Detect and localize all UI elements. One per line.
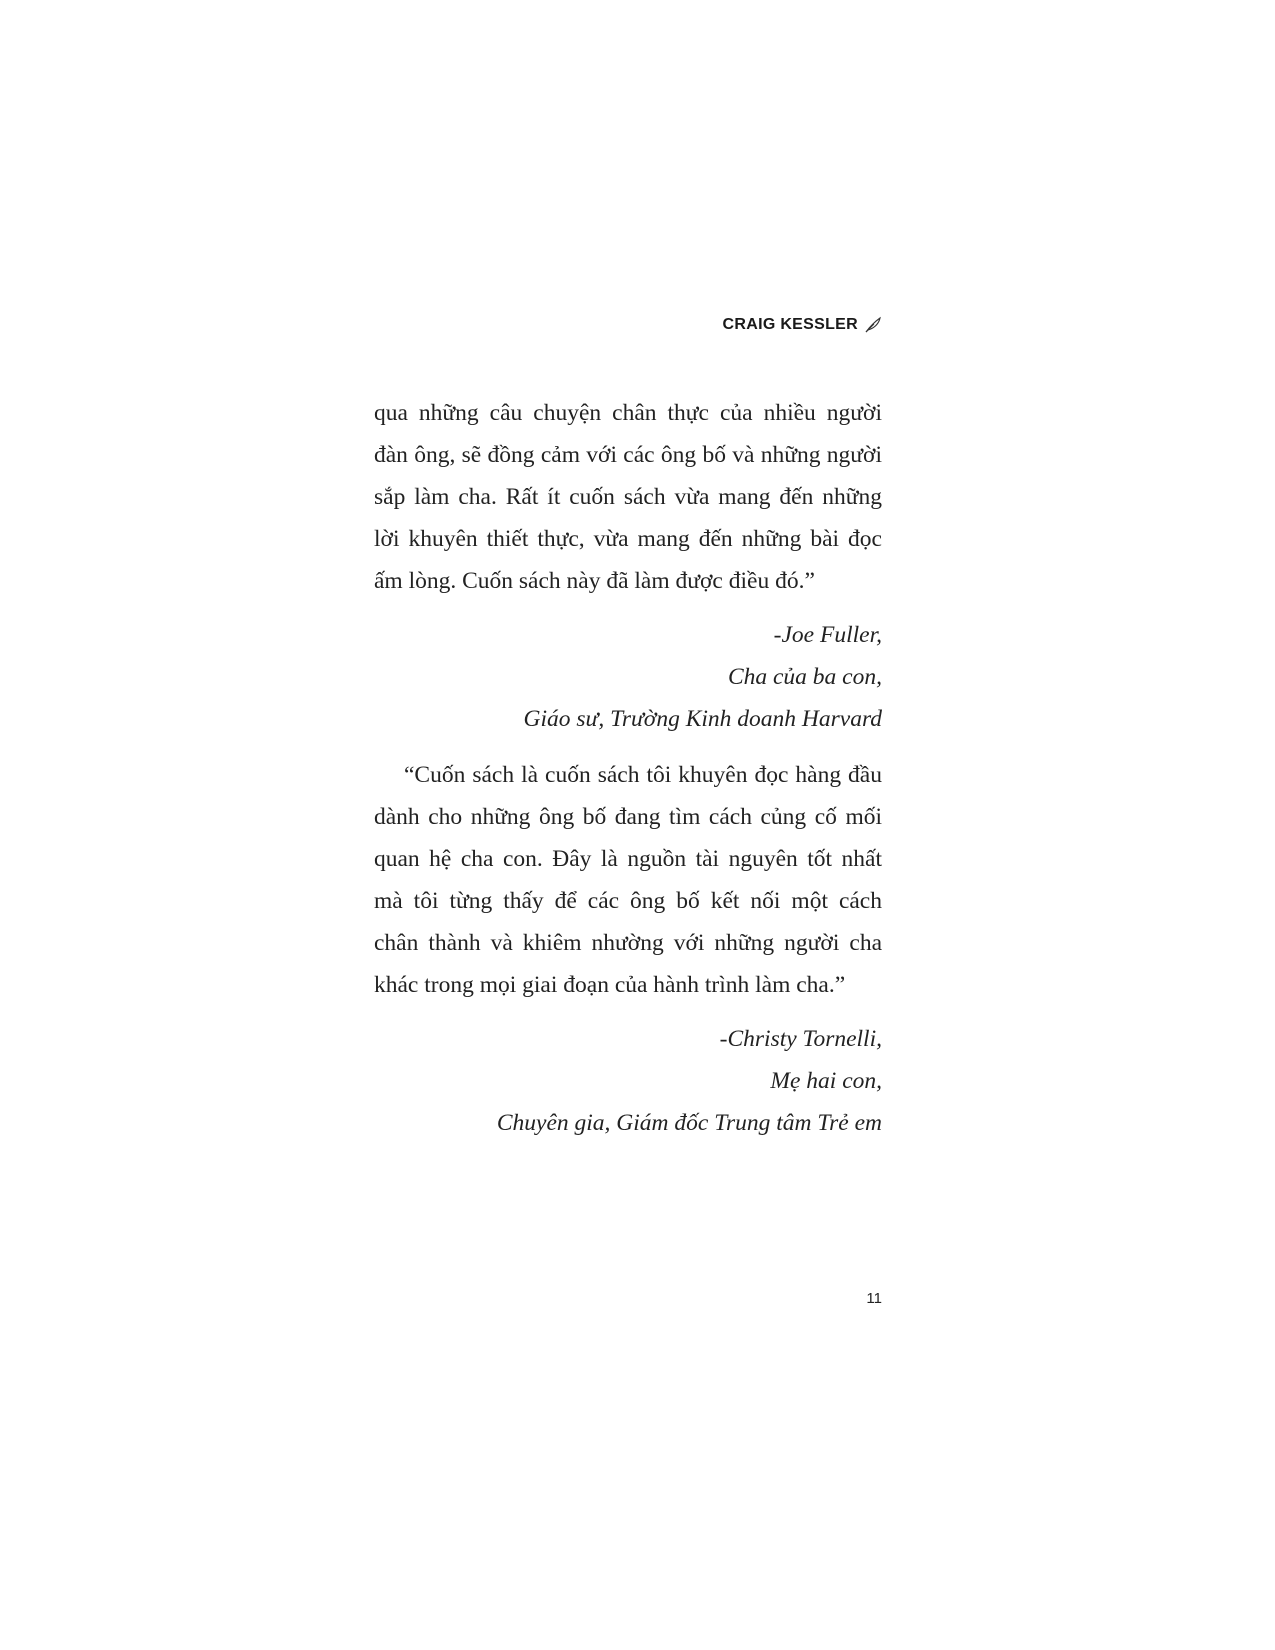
text-line: sắp làm cha. Rất ít cuốn sách vừa mang đến những: [374, 484, 882, 510]
attribution-name: -Joe Fuller,: [773, 622, 882, 648]
text-line: quan hệ cha con. Đây là nguồn tài nguyên tốt nhất: [374, 846, 882, 872]
text-line: “Cuốn sách là cuốn sách tôi khuyên đọc hàng đầu: [404, 762, 882, 788]
attribution-role: Mẹ hai con,: [770, 1068, 882, 1094]
attribution-title: Giáo sư, Trường Kinh doanh Harvard: [523, 706, 882, 732]
text-line: qua những câu chuyện chân thực của nhiều người: [374, 400, 882, 426]
text-line: ấm lòng. Cuốn sách này đã làm được điều đó.”: [374, 568, 815, 594]
text-line: khác trong mọi giai đoạn của hành trình làm cha.”: [374, 972, 846, 998]
page-body: [374, 392, 882, 1158]
attribution-title: Chuyên gia, Giám đốc Trung tâm Trẻ em: [496, 1110, 882, 1136]
running-head: [723, 316, 882, 334]
author-name: CRAIG KESSLER: [722, 316, 858, 333]
text-line: lời khuyên thiết thực, vừa mang đến những bài đọc: [374, 526, 882, 552]
attribution-1: [374, 614, 882, 740]
quote-paragraph-1: [374, 392, 882, 602]
text-line: mà tôi từng thấy để các ông bố kết nối một cách: [374, 888, 882, 914]
text-line: đàn ông, sẽ đồng cảm với các ông bố và những người: [374, 442, 882, 468]
attribution-name: -Christy Tornelli,: [719, 1026, 882, 1052]
attribution-2: [374, 1018, 882, 1144]
page-number: 11: [866, 1290, 882, 1307]
feather-pen-icon: [864, 316, 882, 334]
quote-paragraph-2: [374, 754, 882, 1006]
attribution-role: Cha của ba con,: [727, 664, 882, 690]
text-line: dành cho những ông bố đang tìm cách củng cố mối: [374, 804, 882, 830]
text-line: chân thành và khiêm nhường với những người cha: [374, 930, 882, 956]
